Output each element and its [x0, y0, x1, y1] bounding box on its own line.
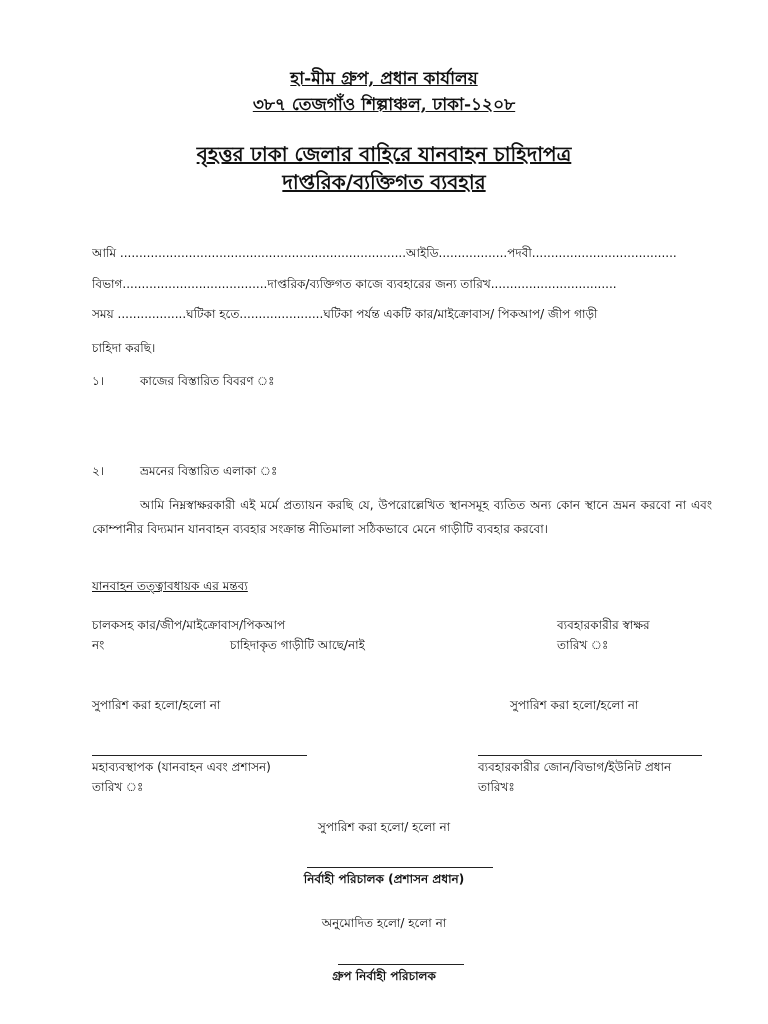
- label-usage-date: দাপ্তরিক/ব্যক্তিগত কাজে ব্যবহারের জন্য তারিখ: [267, 277, 491, 291]
- form-title: বৃহত্তর ঢাকা জেলার বাহিরে যানবাহন চাহিদাপত্র: [196, 142, 572, 166]
- declaration-paragraph: আমি নিম্নস্বাক্ষরকারী এই মর্মে প্রত্যায়ন করছি যে, উপরোল্লেখিত স্থানসমূহ ব্যতিত অন্য কোন স্থানে ভ্রমন করবো না এবং কোম্পানীর বিদ্যমান যানবাহন ব্যবহার সংক্রান্ত নীতিমালা সঠিকভাবে মেনে গাড়ীটি ব্যবহার করবো।: [92, 498, 712, 536]
- gm-signature-line: [92, 755, 307, 756]
- group-ed-signature-line: [338, 964, 464, 965]
- item1-number: ১।: [92, 374, 105, 388]
- field-usage-date[interactable]: .................................: [490, 277, 617, 291]
- row-dept-date: [92, 276, 712, 296]
- label-to-vehicle: ঘটিকা পর্যন্ত একটি কার/মাইক্রোবাস/ পিকআপ/ জীপ গাড়ী: [323, 307, 598, 321]
- label-id: আইডি: [406, 246, 439, 260]
- request-text: চাহিদা করছি।: [92, 341, 156, 355]
- ed-admin-signature-line: [307, 867, 493, 868]
- company-name: হা-মীম গ্রুপ, প্রধান কার্যালয়: [290, 69, 478, 89]
- recommend-right: সুপারিশ করা হলো/হলো না: [510, 698, 639, 712]
- field-id[interactable]: ..................: [438, 246, 508, 260]
- zone-head-signature-line: [478, 755, 702, 756]
- ed-admin-title: নির্বাহী পরিচালক (প্রশাসন প্রধান): [303, 872, 465, 886]
- field-designation[interactable]: ......................................: [531, 246, 677, 260]
- field-name[interactable]: ...........................................................................: [119, 246, 407, 260]
- item1-label: কাজের বিস্তারিত বিবরণ ঃ: [140, 374, 275, 388]
- gm-date-label: তারিখ ঃ: [92, 780, 144, 794]
- vehicle-number-label: নং: [92, 638, 105, 652]
- row-name-id-designation: [92, 245, 712, 265]
- field-department[interactable]: ......................................: [122, 277, 268, 291]
- vehicle-type: চালকসহ কার/জীপ/মাইক্রোবাস/পিকআপ: [92, 618, 286, 632]
- zone-head-title: ব্যবহারকারীর জোন/বিভাগ/ইউনিট প্রধান: [478, 760, 672, 774]
- user-date-label: তারিখ ঃ: [557, 638, 609, 652]
- form-subtitle: দাপ্তরিক/ব্যক্তিগত ব্যবহার: [282, 170, 486, 194]
- group-ed-title: গ্রুপ নির্বাহী পরিচালক: [332, 969, 436, 983]
- row-time: [92, 306, 712, 326]
- zone-head-date-label: তারিখঃ: [478, 780, 515, 794]
- field-time-to[interactable]: ......................: [239, 307, 324, 321]
- recommend-left: সুপারিশ করা হলো/হলো না: [92, 698, 221, 712]
- label-from: ঘটিকা হতে: [186, 307, 240, 321]
- field-time-from[interactable]: ..................: [117, 307, 187, 321]
- recommend-center: সুপারিশ করা হলো/ হলো না: [317, 820, 451, 834]
- gm-title: মহাব্যবস্থাপক (যানবাহন এবং প্রশাসন): [92, 760, 271, 774]
- item2-number: ২।: [92, 464, 105, 478]
- user-signature-label: ব্যবহারকারীর স্বাক্ষর: [557, 618, 650, 632]
- item2-label: ভ্রমনের বিস্তারিত এলাকা ঃ: [140, 464, 278, 478]
- vehicle-availability: চাহিদাকৃত গাড়ীটি আছে/নাই: [230, 638, 365, 652]
- label-name: আমি: [92, 246, 117, 260]
- label-designation: পদবী: [507, 246, 532, 260]
- remarks-heading: যানবাহন তত্ত্বাবধায়ক এর মন্তব্য: [92, 579, 248, 593]
- approval-status: অনুমোদিত হলো/ হলো না: [321, 916, 447, 930]
- label-time: সময়: [92, 307, 114, 321]
- company-address: ৩৮৭ তেজগাঁও শিল্পাঞ্চল, ঢাকা-১২০৮: [252, 95, 516, 115]
- label-department: বিভাগ: [92, 277, 123, 291]
